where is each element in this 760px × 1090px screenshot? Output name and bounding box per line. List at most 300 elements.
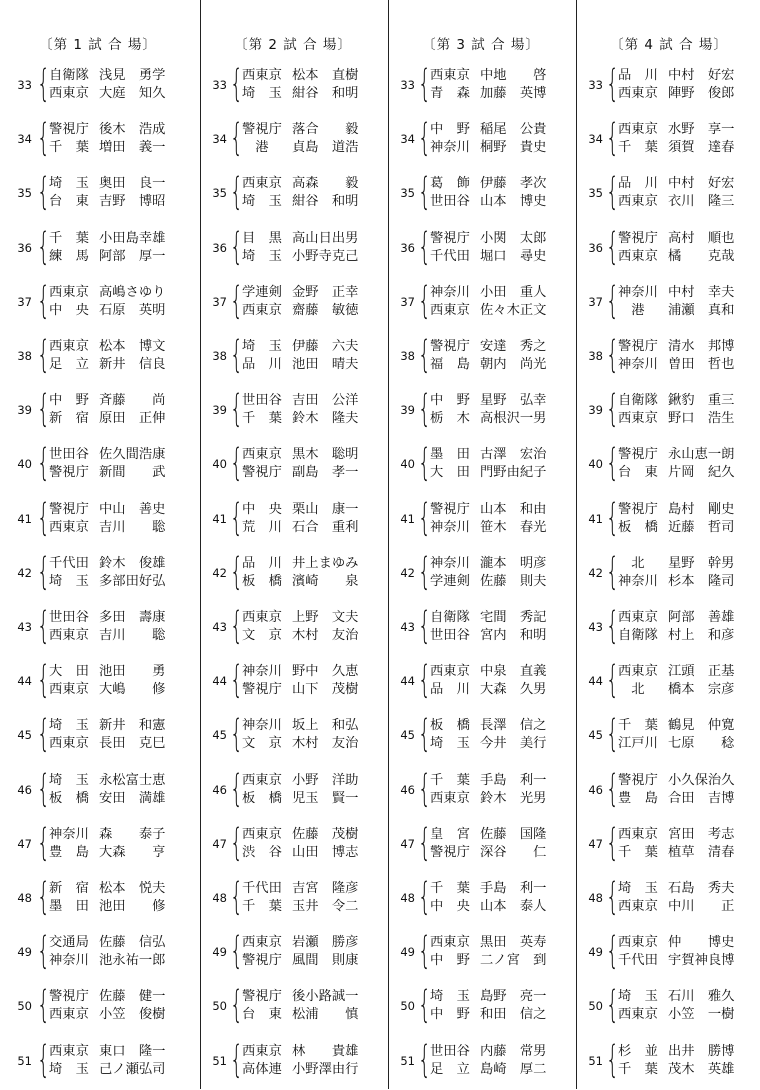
match-number: 46 (212, 782, 227, 797)
competitor-name: 松本 直樹 (292, 68, 359, 83)
competitor-name: 七原 稔 (668, 736, 735, 752)
match-block (8, 931, 194, 981)
competitor-name: 新井 信良 (99, 357, 166, 372)
competitor-row (49, 772, 189, 790)
competitor-row (49, 1043, 189, 1061)
competitor-row (618, 663, 758, 681)
competitor-name: 佐々木正文 (480, 302, 547, 318)
competitor-name: 佐藤 茂樹 (292, 826, 359, 842)
competitor-row (430, 501, 570, 519)
competitor-row (618, 139, 758, 157)
competitor-row (430, 193, 570, 211)
match-number: 34 (400, 132, 415, 147)
competitor-row (49, 338, 189, 356)
competitor-name: 鈴木 俊雄 (99, 555, 166, 571)
competitor-name: 安田 満雄 (99, 790, 166, 806)
competitor-affiliation: 中 央 (242, 501, 282, 517)
competitor-name: 出井 勝博 (668, 1043, 735, 1059)
bracket-brace-icon: { (606, 441, 619, 485)
competitor-row (430, 67, 570, 85)
competitor-name: 山田 博志 (292, 844, 359, 860)
match-number: 49 (17, 945, 32, 960)
competitor-name: 村上 和彦 (668, 628, 735, 643)
competitor-name: 栗山 康一 (292, 501, 359, 517)
competitor-row (618, 898, 758, 916)
competitor-row (430, 1006, 570, 1024)
match-block (201, 985, 387, 1035)
competitor-row (618, 844, 758, 862)
bracket-brace-icon: { (37, 658, 50, 702)
competitor-name: 吉宮 隆彦 (292, 881, 359, 896)
match-number: 49 (212, 945, 227, 960)
match-block (389, 443, 575, 493)
competitor-row (49, 1006, 189, 1024)
match-number: 44 (17, 674, 32, 689)
competitor-row (242, 230, 382, 248)
match-block (389, 64, 575, 114)
competitor-affiliation: 警視庁 (618, 501, 658, 517)
competitor-name: 齋藤 敏徳 (292, 302, 359, 318)
competitor-row (618, 284, 758, 302)
match-number: 51 (17, 1053, 32, 1068)
match-block (8, 64, 194, 114)
competitor-row (49, 898, 189, 916)
competitor-name: 新井 和憲 (99, 718, 166, 734)
competitor-name: 須賀 達春 (668, 140, 735, 156)
competitor-row (242, 1061, 382, 1079)
competitor-name: 多田 壽康 (99, 610, 166, 625)
competitor-affiliation: 江戸川 (618, 736, 658, 752)
bracket-brace-icon: { (418, 604, 431, 647)
match-block (577, 714, 760, 764)
bracket-brace-icon: { (230, 387, 243, 431)
competitor-row (618, 85, 758, 103)
match-block (389, 660, 575, 710)
competitor-name: 上野 文夫 (292, 610, 359, 625)
competitor-name: 小田島幸雄 (99, 230, 166, 246)
competitor-row (618, 1061, 758, 1079)
competitor-row (618, 772, 758, 790)
match-number: 33 (588, 78, 603, 92)
competitor-affiliation: 神奈川 (242, 718, 282, 734)
match-block (577, 172, 760, 222)
bracket-brace-icon: { (37, 712, 50, 756)
competitor-row (618, 735, 758, 753)
competitor-affiliation: 西東京 (49, 86, 89, 101)
competitor-row (430, 735, 570, 753)
match-number: 50 (400, 999, 415, 1014)
competitor-affiliation: 警視庁 (430, 230, 470, 246)
competitor-row (430, 392, 570, 410)
competitor-row (430, 934, 570, 952)
competitor-affiliation: 千 葉 (49, 140, 89, 156)
competitor-row (430, 175, 570, 193)
competitor-affiliation: 千 葉 (430, 881, 470, 896)
match-block (389, 714, 575, 764)
bracket-brace-icon: { (230, 983, 243, 1027)
competitor-affiliation: 西東京 (618, 248, 658, 264)
match-block (201, 1037, 387, 1090)
competitor-affiliation: 西東京 (242, 302, 282, 318)
competitor-affiliation: 埼 玉 (242, 339, 282, 354)
competitor-affiliation: 西東京 (242, 935, 282, 951)
competitor-name: 稲尾 公貴 (480, 122, 547, 138)
match-block (577, 278, 760, 331)
competitor-row (430, 880, 570, 898)
competitor-affiliation: 板 橋 (49, 790, 89, 806)
match-number: 51 (212, 1053, 227, 1068)
competitor-affiliation: 西東京 (618, 826, 658, 842)
competitor-affiliation: 西東京 (242, 68, 282, 83)
match-number: 37 (17, 294, 32, 309)
competitor-name: 高山日出男 (292, 230, 359, 246)
competitor-name: 佐藤 則夫 (480, 573, 547, 589)
competitor-affiliation: 板 橋 (430, 718, 470, 734)
competitor-row (618, 790, 758, 808)
competitor-affiliation: 埼 玉 (430, 736, 470, 752)
match-number: 39 (212, 403, 227, 418)
competitor-row (430, 717, 570, 735)
match-block (201, 443, 387, 493)
court-1-title: 〔第 1 試 合 場〕 (39, 37, 157, 53)
competitor-name: 池田 修 (99, 899, 166, 914)
competitor-affiliation: 埼 玉 (49, 718, 89, 734)
bracket-brace-icon: { (418, 333, 431, 376)
competitor-affiliation: 品 川 (618, 68, 658, 83)
competitor-name: 永松富士恵 (99, 772, 166, 788)
bracket-brace-icon: { (230, 604, 243, 647)
competitor-affiliation: 高体連 (242, 1061, 282, 1077)
competitor-row (49, 826, 189, 844)
competitor-affiliation: 神奈川 (618, 573, 658, 589)
competitor-affiliation: 渋 谷 (242, 844, 282, 860)
competitor-row (618, 555, 758, 573)
bracket-brace-icon: { (230, 1037, 243, 1081)
competitor-row (618, 501, 758, 519)
competitor-affiliation: 神奈川 (430, 519, 470, 535)
competitor-name: 東口 隆一 (99, 1043, 166, 1059)
match-number: 34 (17, 132, 32, 147)
competitor-affiliation: 千代田 (430, 248, 470, 264)
competitor-affiliation: 中 野 (430, 122, 470, 138)
match-number: 47 (212, 836, 227, 851)
bracket-brace-icon: { (37, 1037, 50, 1081)
match-number: 40 (400, 457, 415, 472)
competitor-name: 橘 克哉 (668, 248, 735, 264)
competitor-affiliation: 北 (618, 555, 645, 571)
competitor-affiliation: 神奈川 (49, 826, 89, 842)
match-number: 38 (400, 349, 415, 363)
match-block (389, 389, 575, 439)
competitor-name: 児玉 賢一 (292, 790, 359, 806)
match-block (201, 278, 387, 331)
competitor-row (618, 121, 758, 139)
match-block (389, 606, 575, 656)
competitor-affiliation: 西東京 (49, 1007, 89, 1023)
competitor-row (242, 844, 382, 862)
match-number: 39 (17, 403, 32, 418)
competitor-name: 小笠 俊樹 (99, 1007, 166, 1023)
competitor-affiliation: 警視庁 (430, 501, 470, 517)
competitor-name: 小野 洋助 (292, 772, 359, 788)
match-number: 44 (400, 674, 415, 689)
competitor-affiliation: 警視庁 (618, 447, 658, 463)
competitor-row (430, 898, 570, 916)
match-block (577, 64, 760, 114)
match-block (8, 172, 194, 222)
competitor-row (430, 464, 570, 482)
competitor-affiliation: 警視庁 (430, 844, 470, 860)
match-block (577, 549, 760, 602)
match-block (8, 820, 194, 873)
competitor-affiliation: 千代田 (618, 953, 658, 969)
match-block (577, 931, 760, 981)
competitor-name: 中村 好宏 (668, 176, 735, 192)
competitor-row (618, 627, 758, 645)
competitor-row (49, 284, 189, 302)
match-number: 49 (400, 945, 415, 960)
competitor-row (242, 681, 382, 699)
competitor-name: 山下 茂樹 (292, 682, 359, 698)
competitor-affiliation: 世田谷 (49, 447, 89, 463)
competitor-name: 朝内 尚光 (480, 357, 547, 372)
court-3-title: 〔第 3 試 合 場〕 (422, 37, 540, 53)
competitor-name: 松浦 慎 (292, 1007, 359, 1023)
competitor-row (618, 356, 758, 374)
competitor-row (430, 230, 570, 248)
competitor-affiliation: 大 田 (430, 465, 470, 481)
competitor-name: 高村 順也 (668, 230, 735, 246)
competitor-row (430, 356, 570, 374)
bracket-brace-icon: { (37, 170, 50, 214)
bracket-brace-icon: { (606, 658, 619, 702)
match-number: 50 (17, 999, 32, 1014)
competitor-name: 長澤 信之 (480, 718, 547, 734)
competitor-name: 宮田 考志 (668, 826, 735, 842)
competitor-affiliation: 新 宿 (49, 881, 89, 896)
bracket-brace-icon: { (606, 224, 619, 268)
bracket-brace-icon: { (606, 712, 619, 756)
match-block (389, 118, 575, 168)
competitor-row (49, 663, 189, 681)
competitor-affiliation: 青 森 (430, 86, 470, 101)
competitor-row (49, 627, 189, 645)
competitor-name: 奥田 良一 (99, 176, 166, 192)
competitor-name: 宅間 秀記 (480, 610, 547, 625)
competitor-affiliation: 埼 玉 (242, 86, 282, 101)
bracket-brace-icon: { (37, 604, 50, 647)
competitor-affiliation: 板 橋 (618, 519, 658, 535)
competitor-affiliation: 千 葉 (618, 844, 658, 860)
match-block (8, 549, 194, 602)
competitor-name: 松本 悦夫 (99, 881, 166, 896)
competitor-affiliation: 警視庁 (242, 989, 282, 1005)
match-number: 49 (588, 945, 603, 960)
competitor-name: 中山 善史 (99, 501, 166, 517)
competitor-affiliation: 西東京 (618, 610, 658, 625)
match-block (201, 172, 387, 222)
competitor-row (49, 952, 189, 970)
match-block (201, 389, 387, 439)
bracket-brace-icon: { (230, 658, 243, 702)
competitor-affiliation: 西東京 (430, 302, 470, 318)
competitor-affiliation: 埼 玉 (49, 772, 89, 788)
match-number: 48 (588, 891, 603, 905)
match-number: 48 (212, 891, 227, 905)
competitor-affiliation: 西東京 (242, 772, 282, 788)
match-number: 33 (400, 78, 415, 92)
competitor-row (430, 121, 570, 139)
competitor-name: 笹木 春光 (480, 519, 547, 535)
competitor-name: 永山恵一朗 (668, 447, 735, 463)
competitor-row (242, 663, 382, 681)
match-block (577, 118, 760, 168)
competitor-name: 黒田 英寿 (480, 935, 547, 951)
competitor-row (49, 501, 189, 519)
competitor-affiliation: 世田谷 (49, 610, 89, 625)
match-block (389, 335, 575, 385)
competitor-row (49, 392, 189, 410)
match-number: 33 (212, 78, 227, 92)
match-number: 41 (212, 511, 227, 526)
competitor-affiliation: 千 葉 (430, 772, 470, 788)
competitor-affiliation: 台 東 (242, 1007, 282, 1023)
competitor-affiliation: 自衛隊 (430, 610, 470, 625)
competitor-row (618, 952, 758, 970)
competitor-row (430, 609, 570, 627)
match-block (8, 877, 194, 927)
competitor-name: 原田 正伸 (99, 411, 166, 427)
match-number: 43 (17, 620, 32, 634)
competitor-row (242, 717, 382, 735)
match-number: 35 (588, 186, 603, 201)
bracket-brace-icon: { (230, 766, 243, 810)
match-block (201, 931, 387, 981)
competitor-name: 江頭 正基 (668, 664, 735, 680)
match-number: 38 (588, 349, 603, 363)
match-number: 38 (212, 349, 227, 363)
competitor-row (430, 85, 570, 103)
match-block (201, 877, 387, 927)
competitor-row (49, 573, 189, 591)
competitor-affiliation: 神奈川 (49, 953, 89, 969)
court-4-title: 〔第 4 試 合 場〕 (610, 37, 728, 53)
competitor-name: 山本 和由 (480, 501, 547, 517)
competitor-affiliation: 中 央 (49, 302, 89, 318)
competitor-row (618, 717, 758, 735)
match-number: 43 (400, 620, 415, 634)
competitor-row (242, 1043, 382, 1061)
competitor-name: 手島 利一 (480, 881, 547, 896)
competitor-affiliation: 世田谷 (242, 393, 282, 409)
bracket-brace-icon: { (230, 495, 243, 539)
competitor-row (242, 464, 382, 482)
match-number: 35 (212, 186, 227, 201)
competitor-name: 木村 友治 (292, 628, 359, 643)
competitor-row (618, 302, 758, 320)
competitor-row (242, 175, 382, 193)
bracket-brace-icon: { (418, 875, 431, 918)
match-number: 41 (588, 511, 603, 526)
match-number: 36 (212, 240, 227, 255)
competitor-row (49, 356, 189, 374)
competitor-affiliation: 警視庁 (618, 339, 658, 354)
competitor-affiliation: 警視庁 (49, 465, 89, 481)
match-number: 40 (17, 457, 32, 472)
competitor-name: 宮内 和明 (480, 628, 547, 643)
bracket-brace-icon: { (37, 875, 50, 918)
competitor-name: 加藤 英博 (480, 86, 547, 101)
match-number: 38 (17, 349, 32, 363)
competitor-affiliation: 豊 島 (49, 844, 89, 860)
competitor-row (242, 772, 382, 790)
competitor-name: 玉井 令二 (292, 899, 359, 914)
competitor-row (242, 446, 382, 464)
competitor-affiliation: 西東京 (242, 1043, 282, 1059)
competitor-row (242, 338, 382, 356)
competitor-name: 深谷 仁 (480, 844, 547, 860)
match-block (389, 495, 575, 548)
bracket-brace-icon: { (606, 62, 619, 105)
competitor-affiliation: 西東京 (242, 176, 282, 192)
bracket-brace-icon: { (418, 1037, 431, 1081)
competitor-name: 長田 克巳 (99, 736, 166, 752)
competitor-affiliation: 自衛隊 (618, 628, 658, 643)
competitor-row (430, 952, 570, 970)
competitor-row (430, 410, 570, 428)
competitor-name: 大森 亨 (99, 844, 166, 860)
competitor-name: 和田 信之 (480, 1007, 547, 1023)
competitor-affiliation: 墨 田 (49, 899, 89, 914)
competitor-row (618, 1043, 758, 1061)
court-2-title: 〔第 2 試 合 場〕 (234, 37, 352, 53)
competitor-row (49, 230, 189, 248)
court-3-column (388, 0, 576, 1089)
competitor-row (430, 1061, 570, 1079)
match-block (8, 335, 194, 385)
competitor-row (242, 1006, 382, 1024)
competitor-row (430, 772, 570, 790)
match-block (389, 1037, 575, 1090)
bracket-brace-icon: { (606, 929, 619, 973)
competitor-row (242, 392, 382, 410)
match-block (201, 714, 387, 764)
competitor-row (618, 193, 758, 211)
court-4-column (576, 0, 760, 1089)
bracket-brace-icon: { (418, 712, 431, 756)
competitor-name: 二ノ宮 到 (480, 953, 547, 969)
competitor-row (430, 555, 570, 573)
competitor-name: 鍬豹 重三 (668, 393, 735, 409)
match-number: 44 (588, 674, 603, 689)
competitor-affiliation: 西東京 (430, 664, 470, 680)
competitor-affiliation: 中 野 (430, 953, 470, 969)
match-block (201, 495, 387, 548)
competitor-affiliation: 埼 玉 (618, 881, 658, 896)
bracket-brace-icon: { (418, 441, 431, 485)
competitor-row (618, 67, 758, 85)
competitor-name: 斉藤 尚 (99, 393, 166, 409)
competitor-row (242, 735, 382, 753)
competitor-name: 伊藤 孝次 (480, 176, 547, 192)
bracket-brace-icon: { (606, 549, 619, 593)
competitor-affiliation: 千 葉 (618, 1061, 658, 1077)
match-number: 36 (588, 240, 603, 255)
competitor-affiliation: 千 葉 (242, 899, 282, 914)
competitor-name: 曽田 哲也 (668, 357, 735, 372)
competitor-name: 内藤 常男 (480, 1043, 547, 1059)
competitor-name: 植草 清春 (668, 844, 735, 860)
